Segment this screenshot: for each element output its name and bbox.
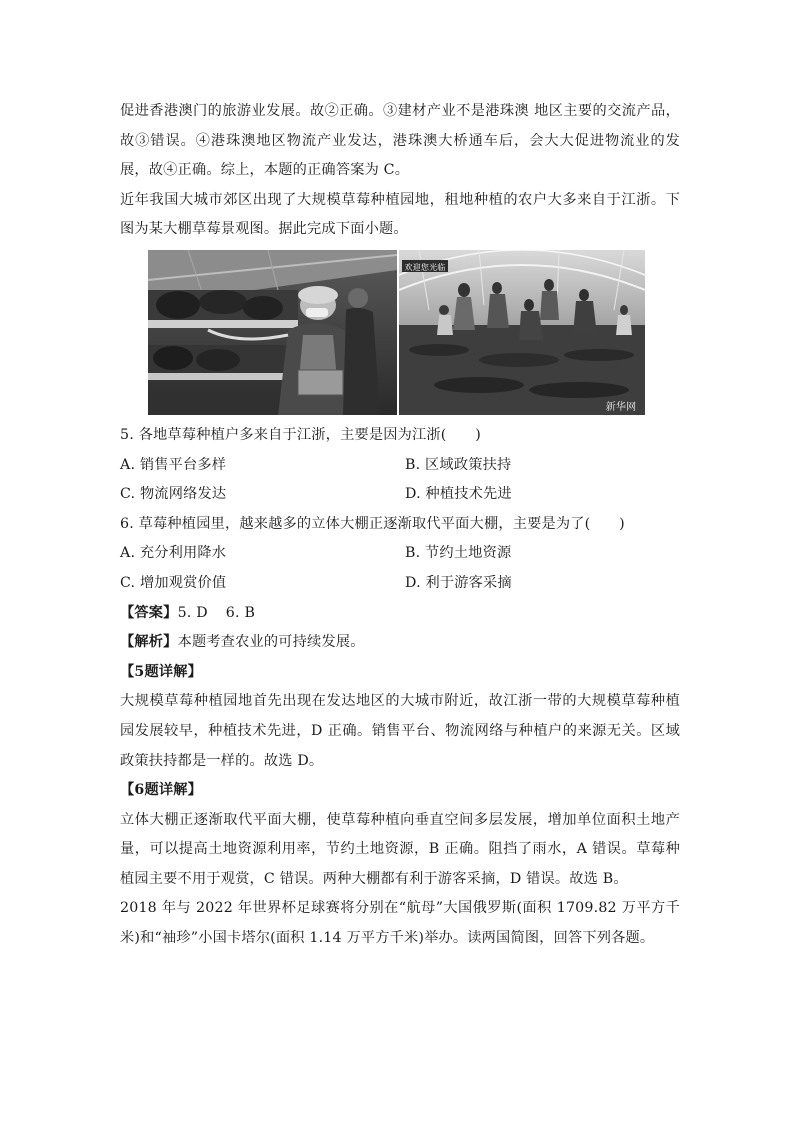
- answer-tag: 【答案】: [120, 604, 178, 621]
- detail-6-tag: 【6题详解】: [120, 782, 203, 799]
- answer-line: [120, 599, 680, 629]
- question-6-option-b: B. 节约土地资源: [405, 545, 512, 562]
- detail-5-heading: [120, 658, 680, 688]
- question-5-option-c: C. 物流网络发达: [120, 486, 227, 503]
- analysis-line: [120, 628, 680, 658]
- document-page: [120, 97, 680, 954]
- greenhouse-banner-text: 欢迎您光临: [404, 262, 446, 272]
- question-5-option-d: D. 种植技术先进: [405, 486, 512, 503]
- analysis-tag: 【解析】: [120, 634, 178, 651]
- analysis-text: 本题考查农业的可持续发展。: [177, 634, 365, 651]
- detail-6-heading: [120, 776, 680, 806]
- watermark-text: 新华网: [605, 401, 637, 413]
- question-5-options: [120, 451, 680, 510]
- question-6-option-c: C. 增加观赏价值: [120, 574, 227, 591]
- detail-5-text: 大规模草莓种植园地首先出现在发达地区的大城市附近，故江浙一带的大规模草莓种植园发展较早，种植技术先进，D 正确。销售平台、物流网络与种植户的来源无关。区域政策扶持都是一样的。故选 D。: [120, 693, 680, 769]
- photo-vertical-greenhouse: [148, 250, 397, 415]
- question-5-stem: 5. 各地草莓种植户多来自于江浙，主要是因为江浙( ): [120, 426, 482, 443]
- question-6-option-a: A. 充分利用降水: [120, 545, 227, 562]
- question-6-options: [120, 539, 680, 598]
- answer-5: 5. D: [177, 604, 208, 621]
- strawberry-greenhouse-photos: [148, 250, 645, 415]
- photo-flat-greenhouse: [399, 250, 645, 415]
- detail-6-text: 立体大棚正逐渐取代平面大棚，使草莓种植向垂直空间多层发展，增加单位面积土地产量，可以提高土地资源利用率，节约土地资源，B 正确。阻挡了雨水，A 错误。草莓种植园主要不用于观赏，C 错误。两种大棚都有利于游客采摘，D 错误。故选 B。: [120, 811, 680, 887]
- question-6-option-d: D. 利于游客采摘: [405, 574, 512, 591]
- question-5-option-a: A. 销售平台多样: [120, 456, 227, 473]
- paragraph-previous-answer: 促进香港澳门的旅游业发展。故②正确。③建材产业不是港珠澳 地区主要的交流产品，故③错误。④港珠澳地区物流产业发达，港珠澳大桥通车后，会大大促进物流业的发展，故④正确。综上，本题的正确答案为 C。: [120, 103, 680, 179]
- answer-6: 6. B: [225, 604, 256, 621]
- question-6-stem: 6. 草莓种植园里，越来越多的立体大棚正逐渐取代平面大棚，主要是为了( ): [120, 515, 625, 532]
- paragraph-strawberry-intro: 近年我国大城市郊区出现了大规模草莓种植园地，租地种植的农户大多来自于江浙。下图为某大棚草莓景观图。据此完成下面小题。: [120, 191, 680, 238]
- question-5-option-b: B. 区域政策扶持: [405, 456, 512, 473]
- detail-5-tag: 【5题详解】: [120, 663, 203, 680]
- next-question-intro: 2018 年与 2022 年世界杯足球赛将分别在“航母”大国俄罗斯(面积 1709.82 万平方千米)和“袖珍”小国卡塔尔(面积 1.14 万平方千米)举办。读两国简图，回答下列各题。: [120, 900, 680, 947]
